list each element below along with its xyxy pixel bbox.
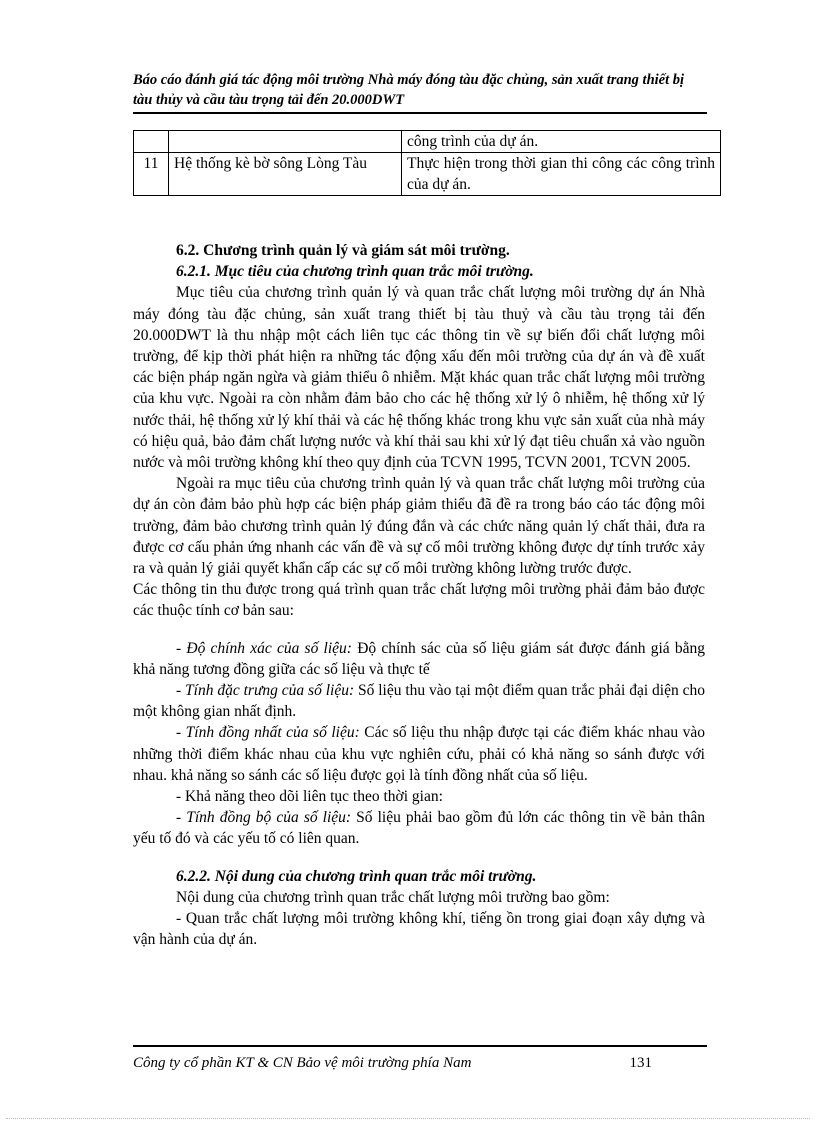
- table-cell-item: Hệ thống kè bờ sông Lòng Tàu: [169, 153, 402, 196]
- table-cell-no: [134, 131, 169, 153]
- list-item-label: Tính đặc trưng của số liệu:: [185, 682, 355, 700]
- list-item: - Tính đồng nhất của số liệu: Các số liệu thu nhập được tại các điểm khác nhau vào những thời điểm khác nhau của khu vực nghiên cứu, phải có khả năng so sánh được với nhau. khả năng so sánh các số liệu được gọi là tính đồng nhất của số liệu.: [133, 724, 705, 784]
- list-item-text: Số liệu thu vào tại một điểm quan trắc phải đại diện cho một không gian nhất định.: [133, 682, 705, 721]
- paragraph-objectives: Mục tiêu của chương trình quản lý và quan trắc chất lượng môi trường dự án Nhà máy đóng tàu đặc chủng, sản xuất trang thiết bị tàu thuỷ và cầu tàu trọng tải đến 20.000DWT là thu nhập một cách liên tục các thông tin về sự biến đổi chất lượng môi trường, để kịp thời phát hiện ra những tác động xấu đến môi trường của dự án và đề xuất các biện pháp ngăn ngừa và giảm thiểu ô nhiễm. Mặt khác quan trắc chất lượng môi trường của khu vực. Ngoài ra còn nhằm đảm bảo cho các hệ thống xử lý ô nhiễm, hệ thống xử lý nước thải, hệ thống xử lý khí thải và các hệ thống khác trong khu vực sản xuất của nhà máy có hiệu quả, bảo đảm chất lượng nước và khí thải sau khi xử lý đạt tiêu chuẩn xả vào nguồn nước và môi trường không khí theo quy định của TCVN 1995, TCVN 2001, TCVN 2005.: [133, 284, 705, 472]
- list-item: - Tính đặc trưng của số liệu: Số liệu thu vào tại một điểm quan trắc phải đại diện cho một không gian nhất định.: [133, 682, 705, 721]
- page-footer: [133, 1053, 707, 1073]
- activities-table: [133, 130, 721, 196]
- document-body: [133, 240, 705, 951]
- table-cell-desc: Thực hiện trong thời gian thi công các công trình của dự án.: [402, 153, 721, 196]
- table-row: [134, 131, 721, 153]
- footer-company: Công ty cổ phần KT & CN Bảo vệ môi trường phía Nam: [133, 1055, 472, 1071]
- page-edge-divider: [6, 1118, 810, 1119]
- table-cell-no: 11: [134, 153, 169, 196]
- subsection-heading-content: 6.2.2. Nội dung của chương trình quan trắc môi trường.: [176, 867, 537, 885]
- table-row: [134, 153, 721, 196]
- section-heading: 6.2. Chương trình quản lý và giám sát môi trường.: [176, 242, 510, 259]
- page-header: [133, 70, 707, 110]
- list-item-text: - Quan trắc chất lượng môi trường không khí, tiếng ồn trong giai đoạn xây dựng và vận hành của dự án.: [133, 910, 705, 949]
- paragraph-content: Nội dung của chương trình quan trắc chất lượng môi trường bao gồm:: [176, 888, 610, 906]
- header-title: Báo cáo đánh giá tác động môi trường Nhà máy đóng tàu đặc chủng, sản xuất trang thiết bị tàu thủy và cầu tàu trọng tải đến 20.000DWT: [133, 72, 685, 108]
- list-item: - Tính đồng bộ của số liệu: Số liệu phải bao gồm đủ lớn các thông tin về bản thân yếu tố đó và các yếu tố có liên quan.: [133, 809, 705, 848]
- list-item-text: Độ chính sác của số liệu giám sát được đánh giá bằng khả năng tương đồng giữa các số liệu và thực tế: [133, 639, 705, 678]
- table-cell-item: [169, 131, 402, 153]
- footer-rule: [133, 1045, 707, 1047]
- list-item-label: Tính đồng nhất của số liệu:: [185, 724, 360, 742]
- list-item-text: - Khả năng theo dõi liên tục theo thời gian:: [176, 788, 443, 806]
- list-item: [133, 786, 705, 807]
- list-item-label: Độ chính xác của số liệu:: [186, 639, 352, 657]
- list-item: [133, 908, 705, 950]
- list-item: - Độ chính xác của số liệu: Độ chính sác của số liệu giám sát được đánh giá bằng khả năng tương đồng giữa các số liệu và thực tế: [133, 639, 705, 678]
- list-item-text: Các số liệu thu nhập được tại các điểm khác nhau vào những thời điểm khác nhau của khu vực nghiên cứu, phải có khả năng so sánh được với nhau. khả năng so sánh các số liệu được gọi là tính đồng nhất của số liệu.: [133, 724, 705, 784]
- list-item-label: Tính đồng bộ của số liệu:: [186, 809, 352, 827]
- subsection-heading-objectives: 6.2.1. Mục tiêu của chương trình quan trắc môi trường.: [176, 263, 534, 281]
- list-item-text: Số liệu phải bao gồm đủ lớn các thông tin về bản thân yếu tố đó và các yếu tố có liên quan.: [133, 809, 705, 848]
- page-number: 131: [629, 1055, 652, 1071]
- paragraph-data-attributes: Các thông tin thu được trong quá trình quan trắc chất lượng môi trường phải đảm bảo được các thuộc tính cơ bản sau:: [133, 581, 705, 620]
- header-rule: [133, 112, 707, 114]
- paragraph-additional-objectives: Ngoài ra mục tiêu của chương trình quản lý và quan trắc chất lượng môi trường của dự án còn đảm bảo phù hợp các biện pháp giảm thiểu đã đề ra trong báo cáo tác động môi trường, đảm bảo chương trình quản lý đúng đắn và các chức năng quản lý chất thải, đưa ra được cơ cấu phản ứng nhanh các vấn đề và sự cố môi trường không được dự tính trước xảy ra và quản lý giải quyết khẩn cấp các sự cố môi trường không lường trước được.: [133, 475, 705, 578]
- table-cell-desc: công trình của dự án.: [402, 131, 721, 153]
